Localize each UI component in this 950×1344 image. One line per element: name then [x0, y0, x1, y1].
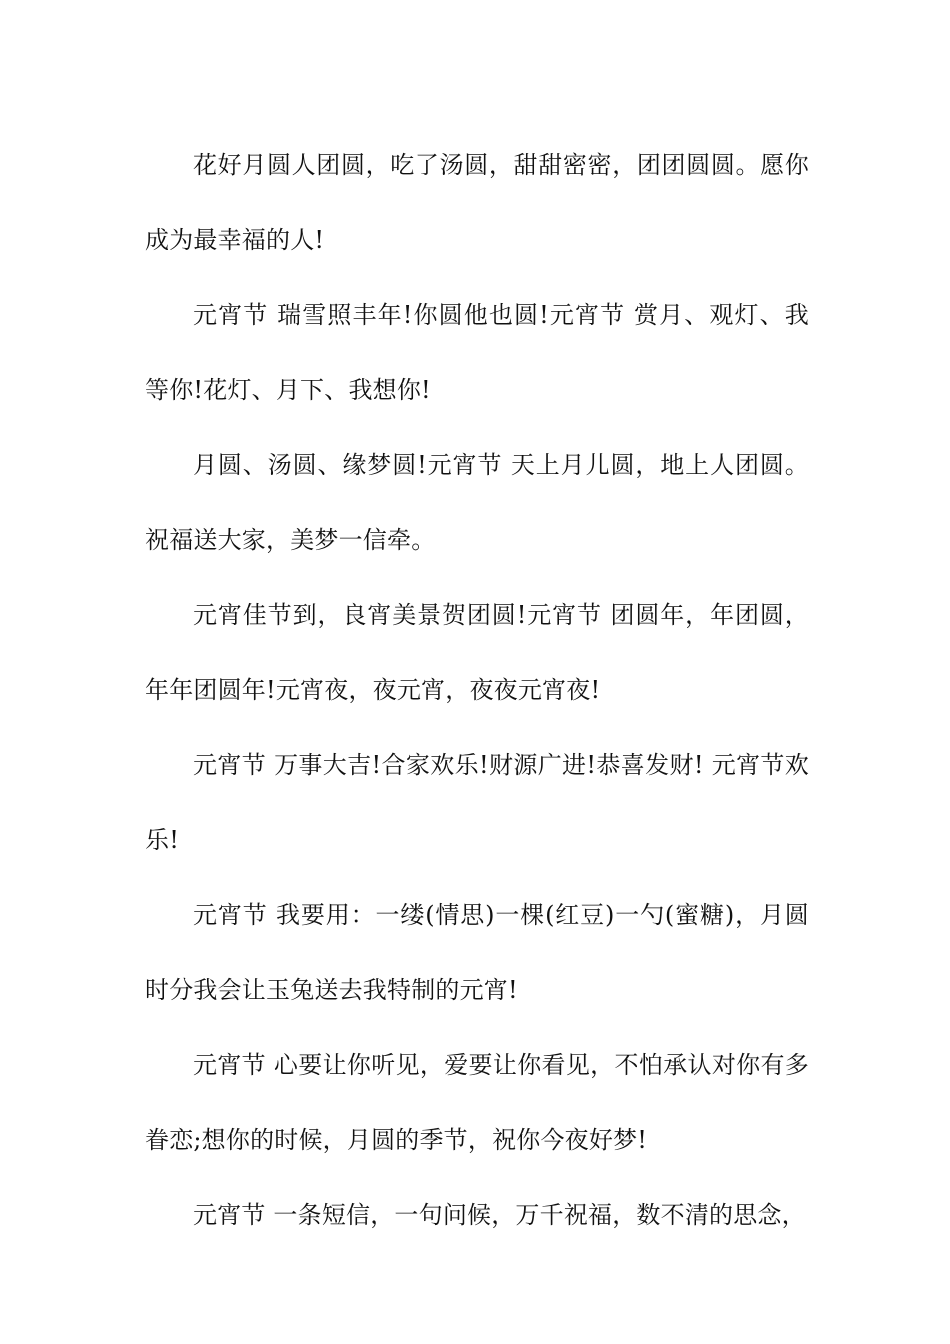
paragraph-2: 元宵节 瑞雪照丰年!你圆他也圆!元宵节 赏月、观灯、我等你!花灯、月下、我想你!: [145, 301, 809, 404]
paragraph-7: 元宵节 心要让你听见，爱要让你看见，不怕承认对你有多眷恋;想你的时候，月圆的季节，祝你今夜好梦!: [145, 1051, 809, 1154]
paragraph-8: 元宵节 一条短信，一句问候，万千祝福，数不清的思念，: [193, 1201, 806, 1229]
paragraph-1: 花好月圆人团圆，吃了汤圆，甜甜密密，团团圆圆。愿你成为最幸福的人!: [145, 151, 809, 254]
document-body: [145, 128, 809, 1253]
paragraph-5: 元宵节 万事大吉!合家欢乐!财源广进!恭喜发财! 元宵节欢乐!: [145, 751, 809, 854]
paragraph-4: 元宵佳节到，良宵美景贺团圆!元宵节 团圆年，年团圆，年年团圆年!元宵夜，夜元宵，夜夜元宵夜!: [145, 601, 809, 704]
paragraph-3: 月圆、汤圆、缘梦圆!元宵节 天上月儿圆，地上人团圆。祝福送大家，美梦一信牵。: [145, 451, 809, 554]
paragraph-6: 元宵节 我要用：一缕(情思)一棵(红豆)一勺(蜜糖)，月圆时分我会让玉兔送去我特制的元宵!: [145, 901, 809, 1004]
